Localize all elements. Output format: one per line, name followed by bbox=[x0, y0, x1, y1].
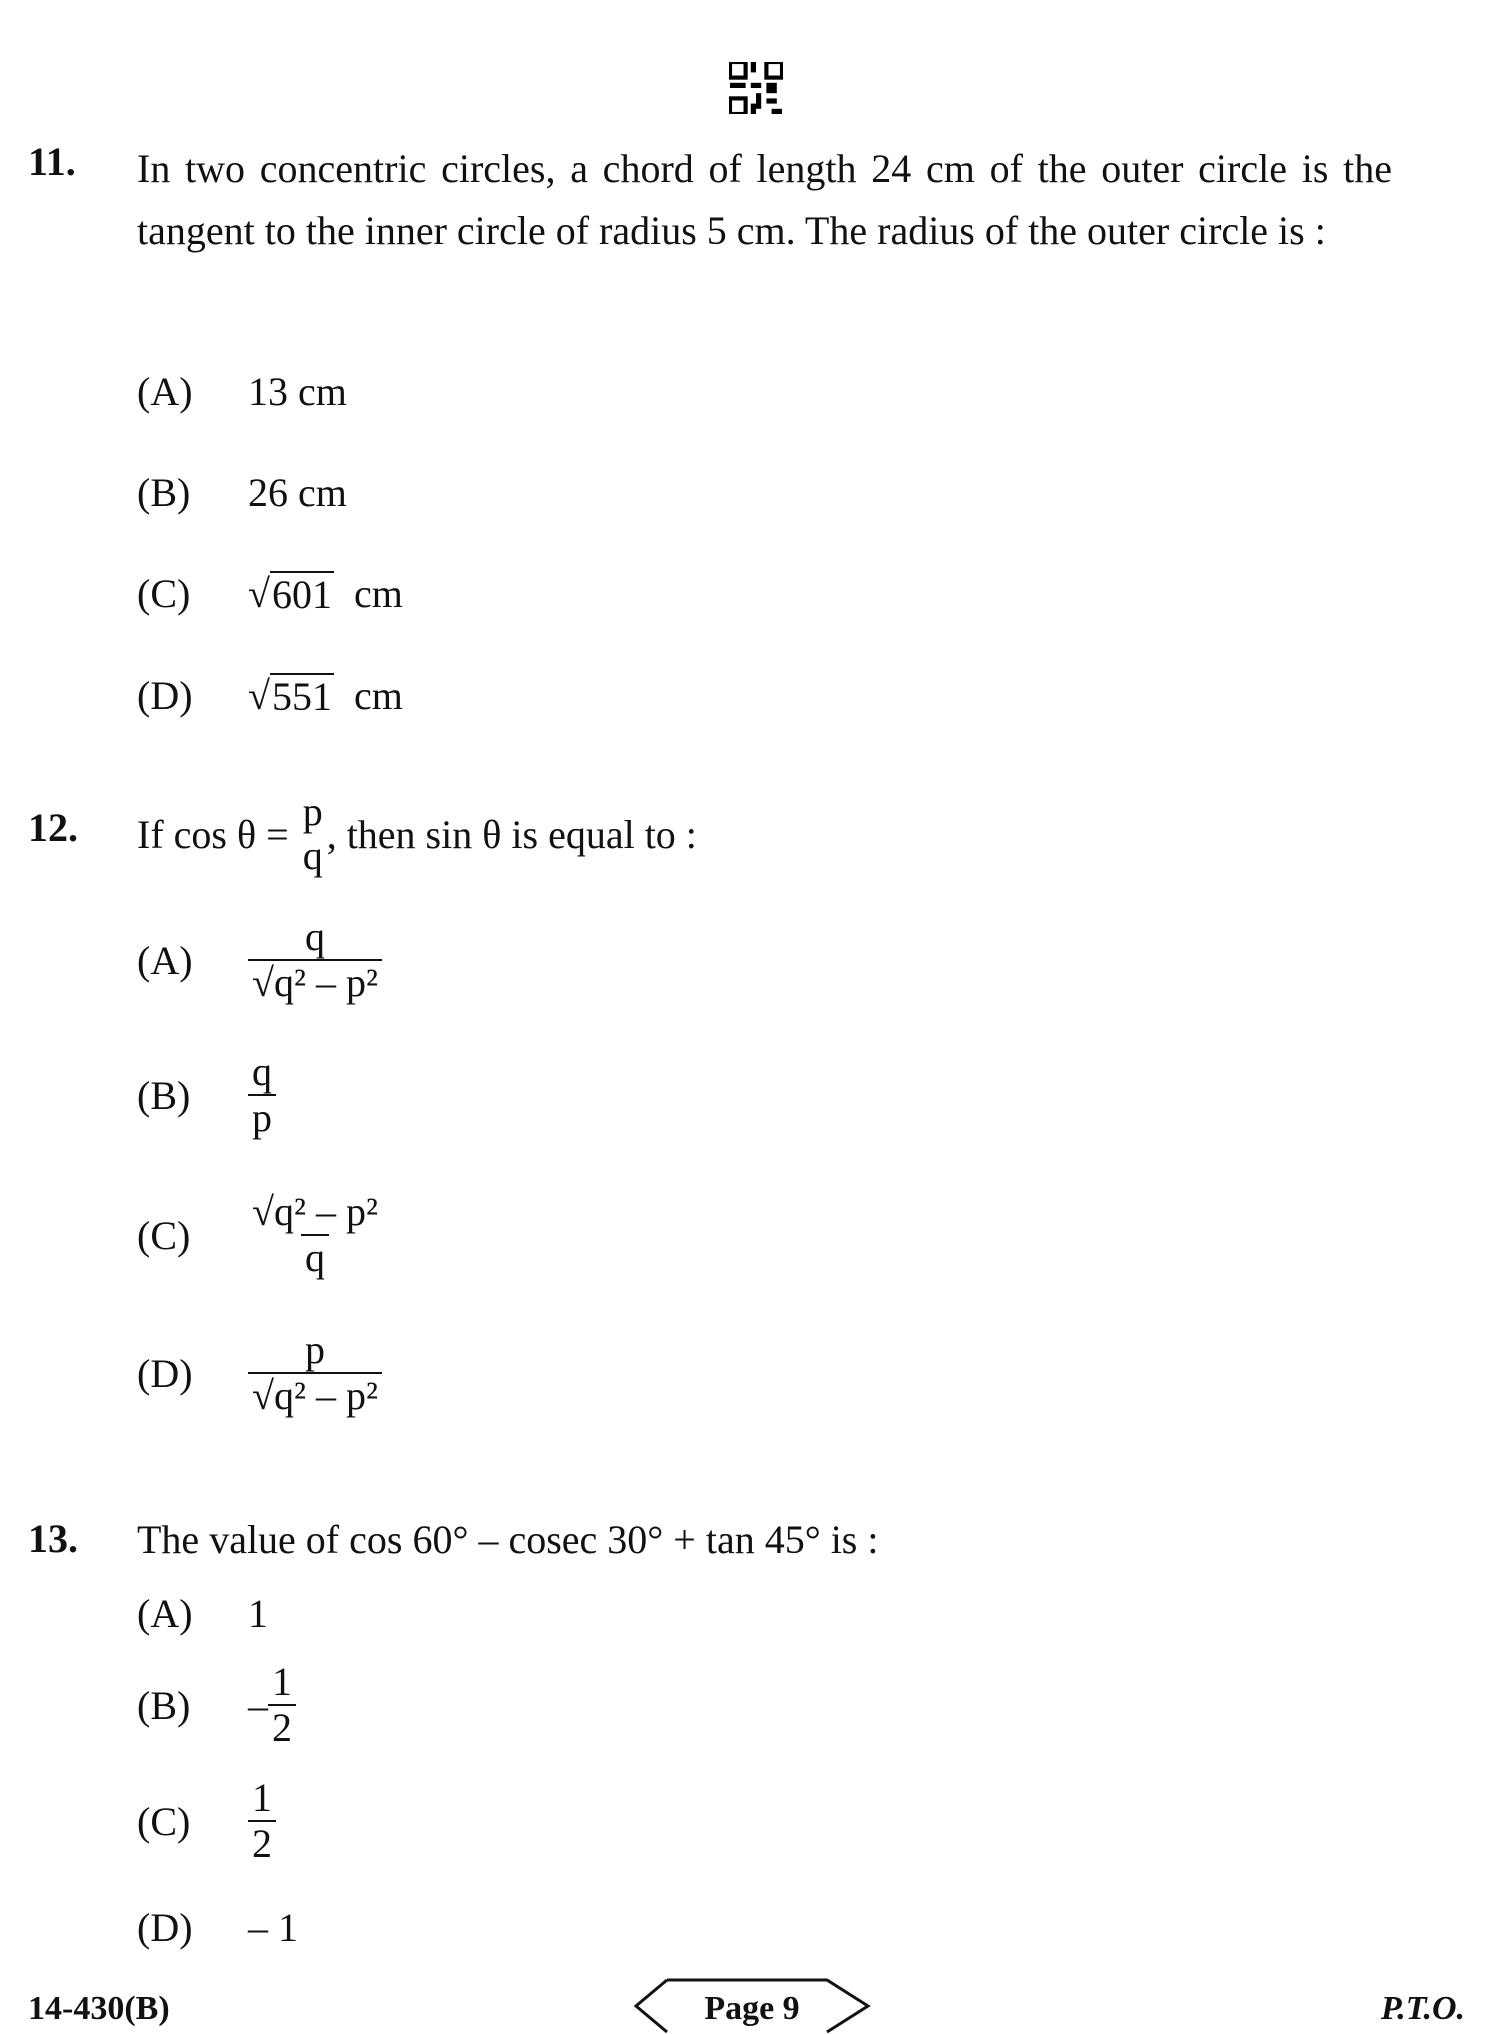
option-label: (D) bbox=[137, 673, 193, 718]
denominator: 2 bbox=[248, 1820, 276, 1866]
question-text bbox=[137, 790, 697, 878]
denominator: √q² – p² bbox=[248, 1372, 382, 1418]
option-value: 26 cm bbox=[248, 470, 347, 515]
numerator: p bbox=[304, 1327, 325, 1372]
option-value: 13 cm bbox=[248, 369, 347, 414]
fraction bbox=[248, 1328, 382, 1418]
option-unit: cm bbox=[353, 571, 403, 616]
denominator: 2 bbox=[268, 1704, 296, 1750]
numerator: p bbox=[302, 789, 323, 834]
option-label: (C) bbox=[137, 1212, 191, 1258]
option-label: (A) bbox=[137, 369, 193, 414]
pto: P.T.O. bbox=[1380, 1990, 1465, 2027]
option-label: (C) bbox=[137, 571, 191, 616]
option-a bbox=[137, 915, 382, 1005]
paper-code: 14-430(B) bbox=[28, 1990, 170, 2027]
fraction bbox=[248, 915, 382, 1005]
option-b bbox=[137, 1660, 296, 1750]
denominator: p bbox=[248, 1094, 276, 1140]
option-d bbox=[137, 672, 403, 719]
denominator: q bbox=[302, 833, 323, 878]
fraction bbox=[299, 790, 327, 878]
question-number: 11. bbox=[28, 139, 76, 184]
option-value: – 1 bbox=[248, 1905, 298, 1950]
question-text: In two concentric circles, a chord of length 24 cm of the outer circle is the tangent to the inner circle of radius 5 cm. The radius of the outer circle is : bbox=[137, 146, 1392, 253]
option-label: (A) bbox=[137, 937, 193, 983]
page-number: Page 9 bbox=[704, 1990, 800, 2027]
minus-sign: – bbox=[248, 1682, 268, 1728]
option-value: 1 bbox=[248, 1591, 268, 1636]
question-text-part: , then sin θ is equal to : bbox=[326, 811, 697, 857]
numerator: 1 bbox=[252, 1775, 272, 1820]
fraction bbox=[248, 1190, 382, 1280]
option-a bbox=[137, 368, 347, 415]
denominator: √q² – p² bbox=[248, 959, 382, 1005]
fraction bbox=[248, 1776, 276, 1866]
numerator: q bbox=[252, 1049, 272, 1094]
numerator: 1 bbox=[272, 1659, 292, 1704]
option-d bbox=[137, 1904, 298, 1951]
denominator: q bbox=[301, 1234, 329, 1280]
numerator: q bbox=[304, 914, 325, 959]
option-c bbox=[137, 570, 403, 617]
option-label: (B) bbox=[137, 470, 191, 515]
option-label: (B) bbox=[137, 1072, 191, 1118]
option-c bbox=[137, 1190, 382, 1280]
numerator: √q² – p² bbox=[252, 1189, 378, 1234]
option-c bbox=[137, 1776, 276, 1866]
option-a bbox=[137, 1590, 268, 1637]
option-unit: cm bbox=[353, 673, 403, 718]
square-root: √ 551 bbox=[248, 673, 332, 719]
square-root: √ 601 bbox=[248, 571, 332, 617]
option-b bbox=[137, 1050, 276, 1140]
question-number: 12. bbox=[28, 805, 78, 850]
option-label: (C) bbox=[137, 1798, 191, 1844]
option-label: (D) bbox=[137, 1905, 193, 1950]
fraction bbox=[248, 1050, 276, 1140]
question-text: The value of cos 60° – cosec 30° + tan 45° is : bbox=[137, 1517, 879, 1562]
option-label: (D) bbox=[137, 1350, 193, 1396]
fraction bbox=[268, 1660, 296, 1750]
question-number: 13. bbox=[28, 1516, 78, 1561]
qr-code-icon bbox=[729, 62, 783, 114]
question-text-part: If cos θ = bbox=[137, 811, 289, 857]
option-label: (A) bbox=[137, 1591, 193, 1636]
option-b bbox=[137, 469, 347, 516]
option-label: (B) bbox=[137, 1682, 191, 1728]
option-d bbox=[137, 1328, 382, 1418]
